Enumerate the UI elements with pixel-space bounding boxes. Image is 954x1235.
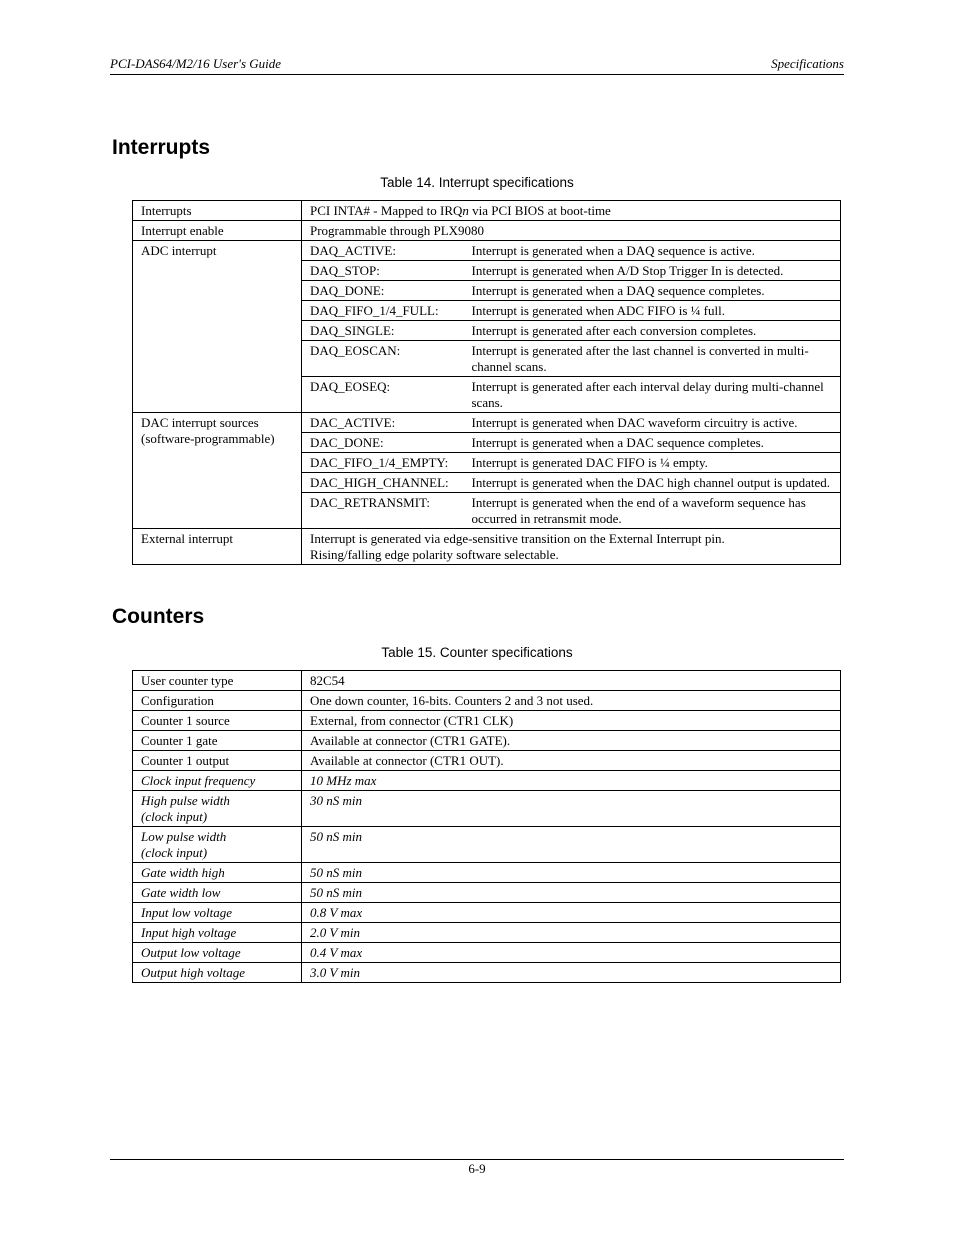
row-value: Available at connector (CTR1 OUT). [302,751,841,771]
row-label: Counter 1 output [133,751,302,771]
table-row [133,711,841,731]
page-number: 6-9 [468,1161,486,1176]
table-row [133,903,841,923]
row-label: Clock input frequency [133,771,302,791]
row-value: 50 nS min [302,883,841,903]
table-row [133,413,841,433]
table-row [133,201,841,221]
signal-description: Interrupt is generated after the last channel is converted in multi-channel scans. [470,341,841,377]
signal-description: Interrupt is generated when DAC waveform circuitry is active. [470,413,841,433]
signal-name: DAC_DONE: [302,433,470,453]
signal-name: DAC_HIGH_CHANNEL: [302,473,470,493]
row-label: Output low voltage [133,943,302,963]
interrupts-heading: Interrupts [112,136,211,159]
row-label: Output high voltage [133,963,302,983]
table-row [133,863,841,883]
row-value: PCI INTA# - Mapped to IRQn via PCI BIOS at boot-time [302,201,841,221]
table-row [133,883,841,903]
row-label: Configuration [133,691,302,711]
table-row [133,529,841,565]
counters-heading: Counters [112,605,205,628]
signal-name: DAQ_SINGLE: [302,321,470,341]
table-row [133,221,841,241]
signal-name: DAQ_EOSCAN: [302,341,470,377]
row-value: 50 nS min [302,827,841,863]
row-value: 0.4 V max [302,943,841,963]
row-label: Interrupt enable [133,221,302,241]
row-label: Gate width low [133,883,302,903]
row-value: Available at connector (CTR1 GATE). [302,731,841,751]
signal-name: DAQ_STOP: [302,261,470,281]
table-row [133,691,841,711]
signal-description: Interrupt is generated after each interval delay during multi-channel scans. [470,377,841,413]
row-label: Interrupts [133,201,302,221]
running-header [110,56,844,75]
signal-description: Interrupt is generated when the DAC high channel output is updated. [470,473,841,493]
signal-name: DAC_RETRANSMIT: [302,493,470,529]
signal-description: Interrupt is generated when a DAQ sequence completes. [470,281,841,301]
counter-table-caption: Table 15. Counter specifications [381,645,573,660]
table-row [133,963,841,983]
interrupt-spec-table [132,200,841,565]
row-value: External, from connector (CTR1 CLK) [302,711,841,731]
table-row [133,923,841,943]
row-label: Gate width high [133,863,302,883]
row-label: User counter type [133,671,302,691]
signal-description: Interrupt is generated DAC FIFO is ¼ empty. [470,453,841,473]
row-label: Counter 1 gate [133,731,302,751]
row-value: 30 nS min [302,791,841,827]
table-row [133,791,841,827]
signal-name: DAC_FIFO_1/4_EMPTY: [302,453,470,473]
signal-name: DAQ_DONE: [302,281,470,301]
signal-description: Interrupt is generated after each conversion completes. [470,321,841,341]
signal-description: Interrupt is generated when a DAC sequence completes. [470,433,841,453]
row-value: 2.0 V min [302,923,841,943]
table-row [133,731,841,751]
dac-interrupt-label: DAC interrupt sources (software-programmable) [133,413,302,529]
row-label: External interrupt [133,529,302,565]
row-value: One down counter, 16-bits. Counters 2 and 3 not used. [302,691,841,711]
signal-name: DAQ_EOSEQ: [302,377,470,413]
row-value: Programmable through PLX9080 [302,221,841,241]
row-value: 0.8 V max [302,903,841,923]
table-row [133,751,841,771]
row-value: 3.0 V min [302,963,841,983]
interrupt-table-caption: Table 14. Interrupt specifications [380,175,574,190]
adc-interrupt-label: ADC interrupt [133,241,302,413]
signal-description: Interrupt is generated when a DAQ sequence is active. [470,241,841,261]
footer-divider [110,1159,844,1160]
row-label: High pulse width (clock input) [133,791,302,827]
row-value: 10 MHz max [302,771,841,791]
header-document-title: PCI-DAS64/M2/16 User's Guide [110,56,282,71]
signal-name: DAQ_FIFO_1/4_FULL: [302,301,470,321]
signal-description: Interrupt is generated when A/D Stop Trigger In is detected. [470,261,841,281]
signal-description: Interrupt is generated when ADC FIFO is ¼ full. [470,301,841,321]
table-row [133,241,841,261]
counter-spec-table [132,670,841,983]
row-label: Input low voltage [133,903,302,923]
table-row [133,827,841,863]
header-section-name: Specifications [771,56,844,71]
table-row [133,943,841,963]
signal-description: Interrupt is generated when the end of a waveform sequence has occurred in retransmit mode. [470,493,841,529]
row-value: 50 nS min [302,863,841,883]
table-row [133,771,841,791]
row-label: Input high voltage [133,923,302,943]
signal-name: DAC_ACTIVE: [302,413,470,433]
signal-name: DAQ_ACTIVE: [302,241,470,261]
row-value: 82C54 [302,671,841,691]
row-label: Counter 1 source [133,711,302,731]
row-label: Low pulse width (clock input) [133,827,302,863]
row-value: Interrupt is generated via edge-sensitive transition on the External Interrupt pin. Rising/falling edge polarity software selectable. [302,529,841,565]
table-row [133,671,841,691]
